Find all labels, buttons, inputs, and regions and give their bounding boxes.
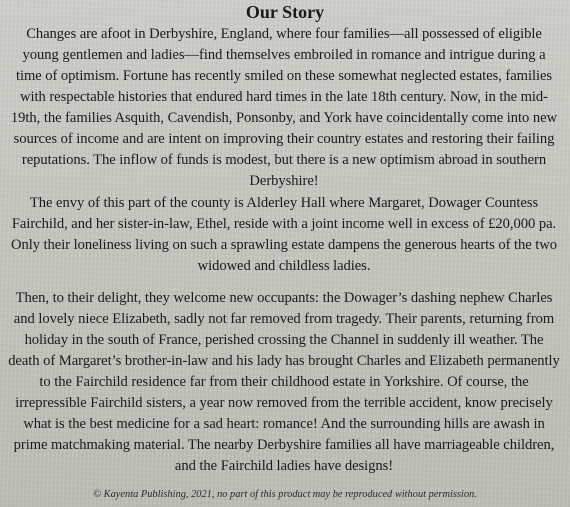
story-paragraph-3: Then, to their delight, they welcome new occupants: the Dowager’s dashing nephew Charles and lovely niece Elizabeth, sadly not far removed from tragedy. Their parents, returning from holiday in the south of France, perished crossing the Channel in suddenly ill weather. The death of Margaret’s brother-in-law and his lady has brought Charles and Elizabeth permanently to the Fairchild residence far from their childhood estate in Yorkshire. Of course, the irrepressible Fairchild sisters, a year now removed from the terrible accident, know precisely what is the best medicine for a sad heart: romance! And the surrounding hills are awash in prime matchmaking material. The nearby Derbyshire families all have marriageable children, and the Fairchild ladies have designs! bbox=[8, 290, 560, 474]
page-title: Our Story bbox=[245, 2, 325, 22]
copyright-notice: © Kayenta Publishing, 2021, no part of this product may be reproduced without permission. bbox=[93, 489, 477, 500]
story-paragraph-2: The envy of this part of the county is Alderley Hall where Margaret, Dowager Countess Fairchild, and her sister-in-law, Ethel, reside with a joint income well in excess of £20,000 pa. Only their loneliness living on such a sprawling estate dampens the generous hearts of the two widowed and childless ladies. bbox=[10, 195, 558, 274]
story-paragraph-1: Changes are afoot in Derbyshire, England, where four families—all possessed of eligible young gentlemen and ladies—find themselves embroiled in romance and intrigue during a time of optimism. Fortune has recently smiled on these somewhat neglected estates, families with respectable histories that endured hard times in the late 18th century. Now, in the mid-19th, the families Asquith, Cavendish, Ponsonby, and York have coincidentally come into new sources of income and are intent on improving their country estates and restoring their failing reputations. The inflow of funds is modest, but there is a new optimism abroad in southern Derbyshire! bbox=[10, 26, 558, 189]
